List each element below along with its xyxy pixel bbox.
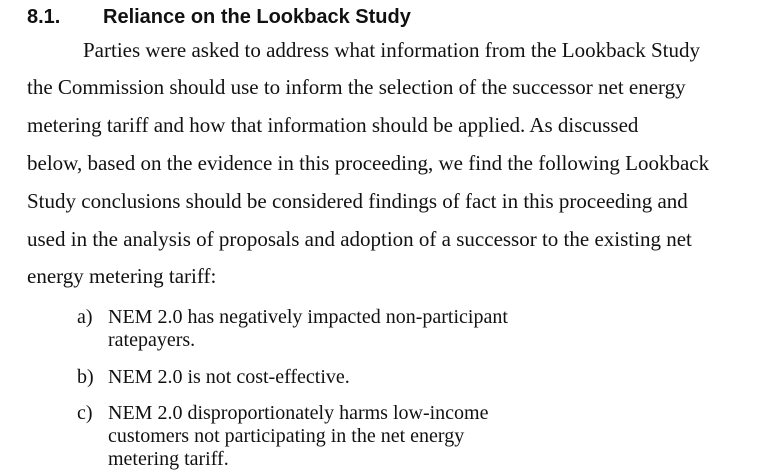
list-item-line: NEM 2.0 disproportionately harms low-income: [108, 402, 489, 424]
section-number: 8.1.: [27, 6, 61, 28]
section-heading: [27, 4, 411, 30]
list-marker: b): [77, 366, 94, 388]
section-title: Reliance on the Lookback Study: [103, 6, 411, 28]
list-item-line: ratepayers.: [108, 329, 196, 351]
list-item-line: customers not participating in the net energy: [108, 425, 465, 447]
paragraph-line: Parties were asked to address what information from the Lookback Study: [83, 38, 701, 62]
list-item-line: NEM 2.0 has negatively impacted non-participant: [108, 306, 508, 328]
paragraph-line: below, based on the evidence in this proceeding, we find the following Lookback: [27, 151, 710, 175]
list-item-line: metering tariff.: [108, 448, 229, 470]
list-item-line: NEM 2.0 is not cost-effective.: [108, 366, 350, 388]
list-marker: c): [77, 402, 93, 424]
paragraph-line: metering tariff and how that information should be applied. As discussed: [27, 113, 639, 137]
paragraph-line: energy metering tariff:: [27, 264, 217, 288]
paragraph-line: used in the analysis of proposals and adoption of a successor to the existing net: [27, 227, 692, 251]
list-marker: a): [77, 306, 93, 328]
paragraph-line: the Commission should use to inform the selection of the successor net energy: [27, 75, 686, 99]
paragraph-line: Study conclusions should be considered findings of fact in this proceeding and: [27, 189, 688, 213]
